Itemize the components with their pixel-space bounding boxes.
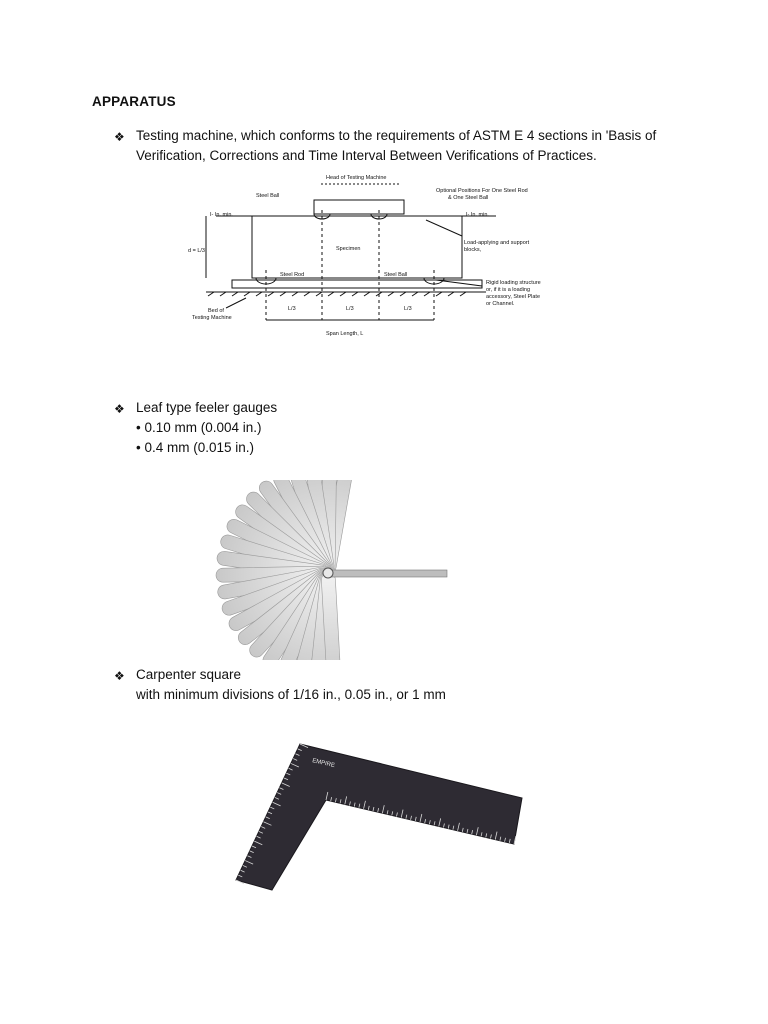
bullet-carpenter-square xyxy=(114,665,446,705)
label-load-2: blocks, xyxy=(464,247,482,253)
diamond-bullet-icon: ❖ xyxy=(114,402,125,416)
carpenter-square-subtitle: with minimum divisions of 1/16 in., 0.05 in., or 1 mm xyxy=(136,687,446,702)
label-min-right: I- In. min. xyxy=(466,212,489,218)
label-span: Span Length, L xyxy=(326,331,364,337)
diamond-bullet-icon: ❖ xyxy=(114,130,125,144)
diamond-bullet-icon: ❖ xyxy=(114,669,125,683)
label-rigid-1: Rigid loading structure xyxy=(486,280,541,286)
label-rigid-4: or Channel. xyxy=(486,301,515,307)
carpenter-square-image xyxy=(230,740,530,900)
label-bed-2: Testing Machine xyxy=(192,315,232,321)
section-heading: APPARATUS xyxy=(92,94,176,109)
label-optional-1: Optional Positions For One Steel Rod xyxy=(436,188,528,194)
label-head: Head of Testing Machine xyxy=(326,175,387,181)
square-brand-label: EMPIRE xyxy=(311,758,336,770)
label-third-2: L/3 xyxy=(346,306,354,312)
feeler-size-2: • 0.4 mm (0.015 in.) xyxy=(136,440,255,455)
top-loading-block xyxy=(314,200,404,214)
label-third-3: L/3 xyxy=(404,306,412,312)
label-steel-ball-top: Steel Ball xyxy=(256,193,280,199)
label-rigid-2: or, if it is a loading xyxy=(486,287,531,293)
label-load-1: Load-applying and support xyxy=(464,240,530,246)
bed-hatching xyxy=(208,292,466,296)
label-specimen: Specimen xyxy=(336,246,361,252)
feeler-gauges-title: Leaf type feeler gauges xyxy=(136,400,278,415)
square-body xyxy=(236,744,522,890)
feeler-gauge-image xyxy=(200,480,460,660)
label-third-1: L/3 xyxy=(288,306,296,312)
label-d: d = L/3 xyxy=(188,248,205,254)
label-steel-ball-bottom: Steel Ball xyxy=(384,272,408,278)
label-rigid-3: accessory, Steel Plate xyxy=(486,294,541,300)
feeler-size-1: • 0.10 mm (0.004 in.) xyxy=(136,420,262,435)
label-bed-1: Bed of xyxy=(208,308,224,314)
feeler-pivot xyxy=(323,568,333,578)
bullet-feeler-gauges xyxy=(114,398,278,458)
feeler-handle xyxy=(325,570,447,577)
testing-machine-line2: Verification, Corrections and Time Interval Between Verifications of Practices. xyxy=(136,148,597,163)
flexure-test-diagram xyxy=(186,170,586,350)
carpenter-square-title: Carpenter square xyxy=(136,667,242,682)
label-steel-rod: Steel Rod xyxy=(280,272,305,278)
bullet-testing-machine xyxy=(114,126,657,166)
testing-machine-line1: Testing machine, which conforms to the requirements of ASTM E 4 sections in 'Basis of xyxy=(136,128,657,143)
label-min-left: I- In. min. xyxy=(210,212,233,218)
label-optional-2: & One Steel Ball xyxy=(448,195,489,201)
